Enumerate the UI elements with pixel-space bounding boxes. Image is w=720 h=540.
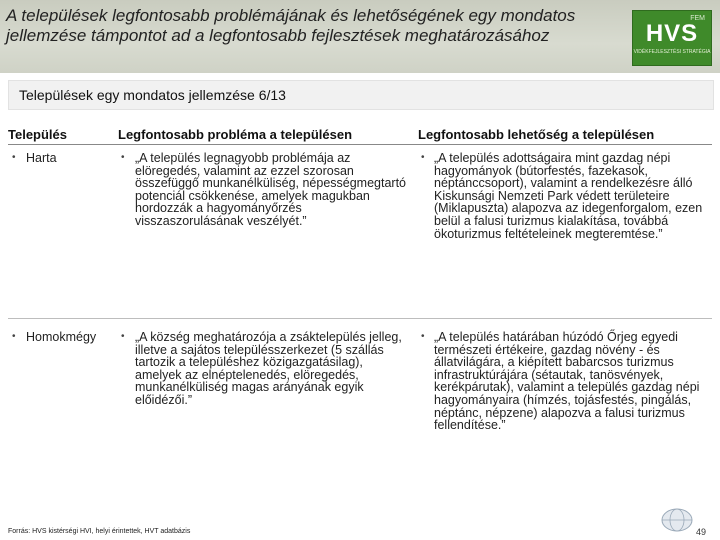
opportunity-text: „A település adottságaira mint gazdag népi hagyományok (bútorfestés, fazekasok, néptánccsoport), valamint a rendelkezésre álló Kiskunsági Nemzeti Park védett területeire (Miklapuszta) alapozva az idegenforgalom, ezen belül a falusi turizmus kialakítása, továbbá ökoturizmus feltételeinek megteremtése.” bbox=[434, 151, 703, 241]
bullet-icon: • bbox=[12, 331, 16, 342]
source-note: Forrás: HVS kistérségi HVI, helyi érintettek, HVT adatbázis bbox=[8, 528, 191, 535]
header-banner bbox=[0, 0, 720, 73]
logo-text: HVS bbox=[645, 20, 699, 47]
problem-text: „A település legnagyobb problémája az elöregedés, valamint az ezzel szorosan összefüggő munkanélküliség, népességmegtartó potenciál csökkenése, amelyek magukban hordozzák a hagyományőrzés visszaszorulásának veszélyét.” bbox=[135, 151, 407, 228]
logo-mark: FEM bbox=[690, 15, 705, 22]
settlement-name: Homokmégy bbox=[26, 330, 97, 344]
column-header-problem: Legfontosabb probléma a településen bbox=[118, 127, 353, 142]
bullet-icon: • bbox=[421, 331, 425, 342]
slide-title: A települések legfontosabb problémájának és lehetőségének egy mondatos jellemzése támpontot ad a legfontosabb fejlesztések meghatározásához bbox=[6, 6, 576, 45]
column-header-opportunity: Legfontosabb lehetőség a településen bbox=[418, 127, 655, 142]
bullet-icon: • bbox=[12, 152, 16, 163]
problem-text: „A község meghatározója a zsáktelepülés jelleg, illetve a sajátos településszerkezet (5 szállás tartozik a településhez közigazgatásilag), amelyek az elnéptelenedés, elöregedés, munkanélküliség magas arányának egyik előidézői.” bbox=[135, 330, 402, 407]
column-header-settlement: Település bbox=[8, 127, 68, 142]
subtitle-bar bbox=[8, 80, 714, 110]
header-divider bbox=[8, 144, 712, 145]
settlement-name: Harta bbox=[26, 151, 57, 165]
hvs-logo bbox=[632, 10, 712, 66]
logo-subtext: VIDÉKFEJLESZTÉSI STRATÉGIA bbox=[633, 49, 711, 55]
bullet-icon: • bbox=[421, 152, 425, 163]
bullet-icon: • bbox=[121, 331, 125, 342]
row-divider bbox=[8, 318, 712, 319]
subtitle: Települések egy mondatos jellemzése 6/13 bbox=[19, 87, 286, 103]
bullet-icon: • bbox=[121, 152, 125, 163]
decorative-globe-icon bbox=[660, 507, 694, 533]
opportunity-text: „A település határában húzódó Őrjeg egyedi természeti értékeire, gazdag növény - és állatvilágára, a kiépített babarcsos turizmus infrastruktúrájára (sétautak, tanösvények, kerékpárutak), valamint a település gazdag népi hagyományaira (hímzés, tojásfestés, pingálás, néptánc, népzene) alapozva a falusi turizmus fellendítése.” bbox=[434, 330, 700, 433]
page-number: 49 bbox=[696, 527, 707, 537]
